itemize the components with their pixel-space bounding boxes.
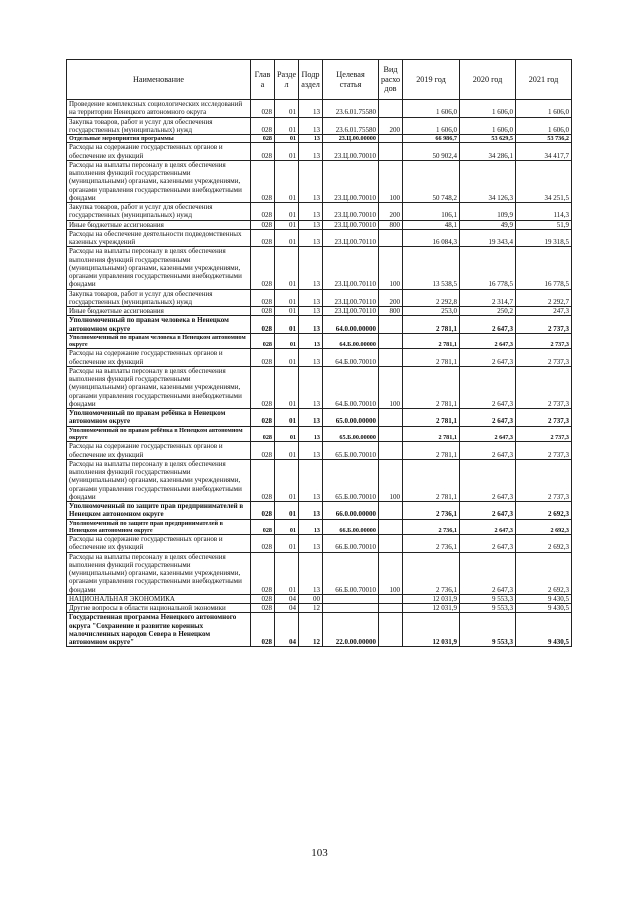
cell-expense-type: [379, 143, 403, 161]
cell-2020: 2 647,3: [460, 442, 516, 460]
cell-2020: 9 553,3: [460, 613, 516, 647]
cell-2021: 34 251,5: [516, 160, 572, 202]
table-row: [67, 100, 572, 118]
cell-name: Проведение комплексных социологических исследований на территории Ненецкого автономного округа: [67, 100, 251, 118]
cell-2019: 2 736,1: [403, 535, 460, 553]
cell-glava: 028: [251, 459, 275, 501]
cell-glava: 028: [251, 203, 275, 221]
cell-razdel: 01: [275, 229, 299, 247]
table-row: [67, 229, 572, 247]
cell-target-article: 65.Б.00.70010: [323, 442, 379, 460]
cell-expense-type: [379, 442, 403, 460]
cell-2020: 2 647,3: [460, 426, 516, 442]
cell-2019: 2 781,1: [403, 409, 460, 427]
cell-razdel: 04: [275, 613, 299, 647]
cell-glava: 028: [251, 143, 275, 161]
cell-expense-type: 100: [379, 160, 403, 202]
table-row: [67, 442, 572, 460]
cell-2019: 2 781,1: [403, 426, 460, 442]
cell-2020: 2 647,3: [460, 366, 516, 408]
cell-podrazdel: 13: [299, 220, 323, 229]
cell-name: Расходы на выплаты персоналу в целях обеспечения выполнения функций государственными (муниципальными) органами, казенными учреждениями, органами управления государственными внебюджетными фондами: [67, 366, 251, 408]
cell-2019: 2 292,8: [403, 289, 460, 307]
cell-2019: 2 781,1: [403, 366, 460, 408]
cell-2020: 34 286,1: [460, 143, 516, 161]
cell-2021: 2 737,3: [516, 459, 572, 501]
table-row: [67, 220, 572, 229]
cell-2021: 9 430,5: [516, 613, 572, 647]
cell-target-article: 66.Б.00.70010: [323, 535, 379, 553]
cell-expense-type: 100: [379, 366, 403, 408]
cell-podrazdel: 13: [299, 307, 323, 316]
cell-name: Расходы на обеспечение деятельности подведомственных казенных учреждений: [67, 229, 251, 247]
cell-target-article: 64.Б.00.70010: [323, 366, 379, 408]
cell-2020: 2 314,7: [460, 289, 516, 307]
cell-2021: 2 292,7: [516, 289, 572, 307]
cell-name: Закупка товаров, работ и услуг для обеспечения государственных (муниципальных) нужд: [67, 289, 251, 307]
header-target-article: Целевая статья: [323, 60, 379, 100]
cell-2019: 106,1: [403, 203, 460, 221]
cell-name: Иные бюджетные ассигнования: [67, 220, 251, 229]
cell-name: Уполномоченный по правам человека в Ненецком автономном округе: [67, 316, 251, 334]
cell-2021: 2 737,3: [516, 442, 572, 460]
cell-glava: 028: [251, 519, 275, 535]
cell-glava: 028: [251, 220, 275, 229]
cell-glava: 028: [251, 409, 275, 427]
cell-podrazdel: 13: [299, 143, 323, 161]
cell-glava: 028: [251, 366, 275, 408]
cell-razdel: 01: [275, 117, 299, 135]
cell-razdel: 01: [275, 316, 299, 334]
cell-2021: 2 692,3: [516, 519, 572, 535]
cell-target-article: 23.6.01.75580: [323, 100, 379, 118]
cell-expense-type: [379, 333, 403, 349]
cell-razdel: 01: [275, 519, 299, 535]
cell-razdel: 01: [275, 289, 299, 307]
cell-expense-type: [379, 135, 403, 143]
header-razdel: Разде л: [275, 60, 299, 100]
cell-target-article: 23.Ц.00.00000: [323, 135, 379, 143]
cell-2021: 34 417,7: [516, 143, 572, 161]
cell-razdel: 01: [275, 247, 299, 289]
cell-2021: 114,3: [516, 203, 572, 221]
cell-2020: 2 647,3: [460, 409, 516, 427]
cell-name: Расходы на выплаты персоналу в целях обеспечения выполнения функций государственными (муниципальными) органами, казенными учреждениями, органами управления государственными внебюджетными фондами: [67, 247, 251, 289]
cell-2021: 53 736,2: [516, 135, 572, 143]
cell-razdel: 01: [275, 333, 299, 349]
cell-2021: 16 778,5: [516, 247, 572, 289]
table-header-row: [67, 60, 572, 100]
cell-2020: 2 647,3: [460, 519, 516, 535]
cell-razdel: 01: [275, 143, 299, 161]
cell-glava: 028: [251, 502, 275, 520]
cell-target-article: 64.0.00.00000: [323, 316, 379, 334]
cell-name: Расходы на содержание государственных органов и обеспечение их функций: [67, 349, 251, 367]
cell-expense-type: [379, 426, 403, 442]
cell-target-article: [323, 604, 379, 613]
cell-name: Другие вопросы в области национальной экономики: [67, 604, 251, 613]
table-row: [67, 135, 572, 143]
cell-razdel: 04: [275, 594, 299, 603]
cell-target-article: 23.Ц.00.70010: [323, 220, 379, 229]
cell-podrazdel: 12: [299, 613, 323, 647]
cell-podrazdel: 13: [299, 333, 323, 349]
cell-podrazdel: 13: [299, 459, 323, 501]
cell-2020: 250,2: [460, 307, 516, 316]
cell-podrazdel: 13: [299, 535, 323, 553]
cell-razdel: 01: [275, 100, 299, 118]
cell-expense-type: 100: [379, 552, 403, 594]
cell-2020: 2 647,3: [460, 552, 516, 594]
header-glava: Глав а: [251, 60, 275, 100]
cell-target-article: 23.Ц.00.70010: [323, 203, 379, 221]
cell-2021: 9 430,5: [516, 594, 572, 603]
cell-podrazdel: 13: [299, 409, 323, 427]
cell-2019: 2 736,1: [403, 552, 460, 594]
cell-2020: 2 647,3: [460, 333, 516, 349]
cell-2020: 1 606,0: [460, 117, 516, 135]
cell-target-article: [323, 594, 379, 603]
cell-razdel: 01: [275, 535, 299, 553]
header-year-2019: 2019 год: [403, 60, 460, 100]
cell-target-article: 66.Б.00.00000: [323, 519, 379, 535]
cell-2021: 2 737,3: [516, 366, 572, 408]
cell-glava: 028: [251, 613, 275, 647]
cell-name: Отдельные мероприятия программы: [67, 135, 251, 143]
budget-table: [66, 59, 572, 647]
cell-podrazdel: 13: [299, 519, 323, 535]
table-row: [67, 349, 572, 367]
cell-2021: 2 692,3: [516, 552, 572, 594]
cell-target-article: 64.Б.00.00000: [323, 333, 379, 349]
cell-name: НАЦИОНАЛЬНАЯ ЭКОНОМИКА: [67, 594, 251, 603]
header-podrazdel: Подр аздел: [299, 60, 323, 100]
page-number: 103: [311, 847, 328, 859]
cell-glava: 028: [251, 160, 275, 202]
table-row: [67, 366, 572, 408]
table-row: [67, 519, 572, 535]
cell-name: Уполномоченный по правам человека в Ненецком автономном округе: [67, 333, 251, 349]
cell-2021: 2 692,3: [516, 502, 572, 520]
table-row: [67, 289, 572, 307]
table-row: [67, 552, 572, 594]
cell-target-article: 66.0.00.00000: [323, 502, 379, 520]
cell-2019: 48,1: [403, 220, 460, 229]
cell-name: Закупка товаров, работ и услуг для обеспечения государственных (муниципальных) нужд: [67, 117, 251, 135]
table-row: [67, 409, 572, 427]
cell-expense-type: [379, 519, 403, 535]
cell-2021: 51,9: [516, 220, 572, 229]
cell-name: Расходы на содержание государственных органов и обеспечение их функций: [67, 535, 251, 553]
cell-podrazdel: 13: [299, 203, 323, 221]
cell-name: Иные бюджетные ассигнования: [67, 307, 251, 316]
cell-2021: 9 430,5: [516, 604, 572, 613]
table-row: [67, 426, 572, 442]
cell-glava: 028: [251, 426, 275, 442]
cell-razdel: 01: [275, 307, 299, 316]
cell-target-article: 65.Б.00.70010: [323, 459, 379, 501]
cell-glava: 028: [251, 229, 275, 247]
header-year-2021: 2021 год: [516, 60, 572, 100]
cell-razdel: 01: [275, 220, 299, 229]
cell-expense-type: 100: [379, 247, 403, 289]
cell-glava: 028: [251, 316, 275, 334]
cell-2019: 2 781,1: [403, 316, 460, 334]
cell-glava: 028: [251, 135, 275, 143]
cell-razdel: 01: [275, 426, 299, 442]
cell-glava: 028: [251, 289, 275, 307]
cell-glava: 028: [251, 604, 275, 613]
cell-target-article: 23.Ц.00.70010: [323, 143, 379, 161]
cell-razdel: 01: [275, 552, 299, 594]
cell-name: Закупка товаров, работ и услуг для обеспечения государственных (муниципальных) нужд: [67, 203, 251, 221]
table-row: [67, 203, 572, 221]
cell-name: Государственная программа Ненецкого автономного округа "Сохранение и развитие коренных малочисленных народов Севера в Ненецком автономном округе": [67, 613, 251, 647]
cell-target-article: 23.Ц.00.70110: [323, 229, 379, 247]
cell-podrazdel: 13: [299, 316, 323, 334]
cell-2019: 2 781,1: [403, 459, 460, 501]
cell-podrazdel: 13: [299, 502, 323, 520]
cell-expense-type: 100: [379, 459, 403, 501]
table-row: [67, 594, 572, 603]
cell-podrazdel: 13: [299, 289, 323, 307]
cell-podrazdel: 00: [299, 594, 323, 603]
cell-2021: 1 606,0: [516, 117, 572, 135]
cell-expense-type: [379, 349, 403, 367]
cell-podrazdel: 13: [299, 135, 323, 143]
cell-2020: 2 647,3: [460, 535, 516, 553]
cell-glava: 028: [251, 247, 275, 289]
cell-podrazdel: 13: [299, 442, 323, 460]
cell-name: Расходы на выплаты персоналу в целях обеспечения выполнения функций государственными (муниципальными) органами, казенными учреждениями, органами управления государственными внебюджетными фондами: [67, 552, 251, 594]
cell-name: Уполномоченный по защите прав предпринимателей в Ненецком автономном округе: [67, 502, 251, 520]
cell-2020: 1 606,0: [460, 100, 516, 118]
cell-podrazdel: 13: [299, 552, 323, 594]
table-row: [67, 613, 572, 647]
cell-expense-type: 800: [379, 220, 403, 229]
cell-podrazdel: 13: [299, 247, 323, 289]
cell-glava: 028: [251, 442, 275, 460]
cell-razdel: 01: [275, 366, 299, 408]
cell-2021: 2 737,3: [516, 333, 572, 349]
cell-podrazdel: 13: [299, 349, 323, 367]
cell-target-article: 23.Ц.00.70110: [323, 289, 379, 307]
cell-podrazdel: 13: [299, 100, 323, 118]
table-row: [67, 307, 572, 316]
cell-2020: 19 343,4: [460, 229, 516, 247]
cell-target-article: 65.Б.00.00000: [323, 426, 379, 442]
table-row: [67, 333, 572, 349]
cell-2021: 2 737,3: [516, 426, 572, 442]
cell-razdel: 04: [275, 604, 299, 613]
cell-2020: 34 126,3: [460, 160, 516, 202]
cell-expense-type: [379, 502, 403, 520]
cell-glava: 028: [251, 349, 275, 367]
cell-2021: 1 606,0: [516, 100, 572, 118]
cell-target-article: 23.Ц.00.70010: [323, 160, 379, 202]
cell-2019: 12 031,9: [403, 604, 460, 613]
cell-razdel: 01: [275, 459, 299, 501]
table-body: [67, 100, 572, 647]
cell-2019: 16 084,3: [403, 229, 460, 247]
budget-table-sheet: [66, 59, 571, 647]
cell-podrazdel: 13: [299, 160, 323, 202]
cell-2019: 12 031,9: [403, 594, 460, 603]
table-row: [67, 459, 572, 501]
cell-razdel: 01: [275, 349, 299, 367]
cell-razdel: 01: [275, 160, 299, 202]
cell-expense-type: [379, 535, 403, 553]
cell-2019: 50 748,2: [403, 160, 460, 202]
cell-glava: 028: [251, 535, 275, 553]
table-row: [67, 502, 572, 520]
table-row: [67, 247, 572, 289]
header-expense-type: Вид расхо дов: [379, 60, 403, 100]
cell-podrazdel: 13: [299, 229, 323, 247]
cell-name: Расходы на выплаты персоналу в целях обеспечения выполнения функций государственными (муниципальными) органами, казенными учреждениями, органами управления государственными внебюджетными фондами: [67, 160, 251, 202]
cell-expense-type: 800: [379, 307, 403, 316]
cell-expense-type: 200: [379, 117, 403, 135]
cell-razdel: 01: [275, 502, 299, 520]
cell-2019: 1 606,0: [403, 117, 460, 135]
cell-2019: 2 736,1: [403, 502, 460, 520]
cell-2020: 49,9: [460, 220, 516, 229]
cell-expense-type: [379, 604, 403, 613]
cell-2020: 2 647,3: [460, 502, 516, 520]
cell-podrazdel: 13: [299, 117, 323, 135]
cell-target-article: 23.Ц.00.70110: [323, 247, 379, 289]
cell-target-article: 66.Б.00.70010: [323, 552, 379, 594]
cell-2020: 2 647,3: [460, 316, 516, 334]
cell-expense-type: [379, 100, 403, 118]
cell-target-article: 23.6.01.75580: [323, 117, 379, 135]
cell-target-article: 64.Б.00.70010: [323, 349, 379, 367]
cell-2021: 2 737,3: [516, 316, 572, 334]
cell-2019: 2 781,1: [403, 333, 460, 349]
cell-podrazdel: 12: [299, 604, 323, 613]
cell-2020: 2 647,3: [460, 349, 516, 367]
table-row: [67, 117, 572, 135]
cell-2019: 2 781,1: [403, 442, 460, 460]
cell-glava: 028: [251, 333, 275, 349]
table-row: [67, 316, 572, 334]
header-year-2020: 2020 год: [460, 60, 516, 100]
cell-2019: 2 781,1: [403, 349, 460, 367]
cell-2020: 16 778,5: [460, 247, 516, 289]
cell-podrazdel: 13: [299, 366, 323, 408]
header-name: Наименование: [67, 60, 251, 100]
cell-expense-type: [379, 594, 403, 603]
cell-2020: 109,9: [460, 203, 516, 221]
cell-2019: 12 031,9: [403, 613, 460, 647]
cell-glava: 028: [251, 117, 275, 135]
cell-name: Уполномоченный по правам ребёнка в Ненецком автономном округе: [67, 409, 251, 427]
table-row: [67, 143, 572, 161]
cell-2020: 9 553,3: [460, 604, 516, 613]
table-row: [67, 535, 572, 553]
cell-podrazdel: 13: [299, 426, 323, 442]
cell-glava: 028: [251, 594, 275, 603]
cell-name: Уполномоченный по правам ребёнка в Ненецком автономном округе: [67, 426, 251, 442]
cell-name: Расходы на содержание государственных органов и обеспечение их функций: [67, 442, 251, 460]
cell-2021: 2 737,3: [516, 409, 572, 427]
cell-2019: 1 606,0: [403, 100, 460, 118]
cell-2019: 13 538,5: [403, 247, 460, 289]
cell-2021: 2 737,3: [516, 349, 572, 367]
cell-expense-type: [379, 613, 403, 647]
cell-2019: 2 736,1: [403, 519, 460, 535]
cell-2020: 2 647,3: [460, 459, 516, 501]
cell-target-article: 23.Ц.00.70110: [323, 307, 379, 316]
cell-2021: 247,3: [516, 307, 572, 316]
cell-expense-type: [379, 409, 403, 427]
cell-name: Расходы на выплаты персоналу в целях обеспечения выполнения функций государственными (муниципальными) органами, казенными учреждениями, органами управления государственными внебюджетными фондами: [67, 459, 251, 501]
cell-razdel: 01: [275, 409, 299, 427]
cell-glava: 028: [251, 100, 275, 118]
cell-name: Уполномоченный по защите прав предпринимателей в Ненецком автономном округе: [67, 519, 251, 535]
cell-expense-type: 200: [379, 203, 403, 221]
cell-razdel: 01: [275, 203, 299, 221]
cell-expense-type: [379, 229, 403, 247]
cell-2021: 2 692,3: [516, 535, 572, 553]
cell-glava: 028: [251, 552, 275, 594]
table-row: [67, 160, 572, 202]
cell-2020: 9 553,3: [460, 594, 516, 603]
cell-2019: 253,0: [403, 307, 460, 316]
cell-2019: 66 986,7: [403, 135, 460, 143]
cell-glava: 028: [251, 307, 275, 316]
table-row: [67, 604, 572, 613]
cell-razdel: 01: [275, 135, 299, 143]
cell-2021: 19 318,5: [516, 229, 572, 247]
cell-name: Расходы на содержание государственных органов и обеспечение их функций: [67, 143, 251, 161]
cell-expense-type: [379, 316, 403, 334]
cell-target-article: 22.0.00.00000: [323, 613, 379, 647]
cell-razdel: 01: [275, 442, 299, 460]
cell-2020: 53 629,5: [460, 135, 516, 143]
cell-expense-type: 200: [379, 289, 403, 307]
cell-target-article: 65.0.00.00000: [323, 409, 379, 427]
cell-2019: 50 902,4: [403, 143, 460, 161]
